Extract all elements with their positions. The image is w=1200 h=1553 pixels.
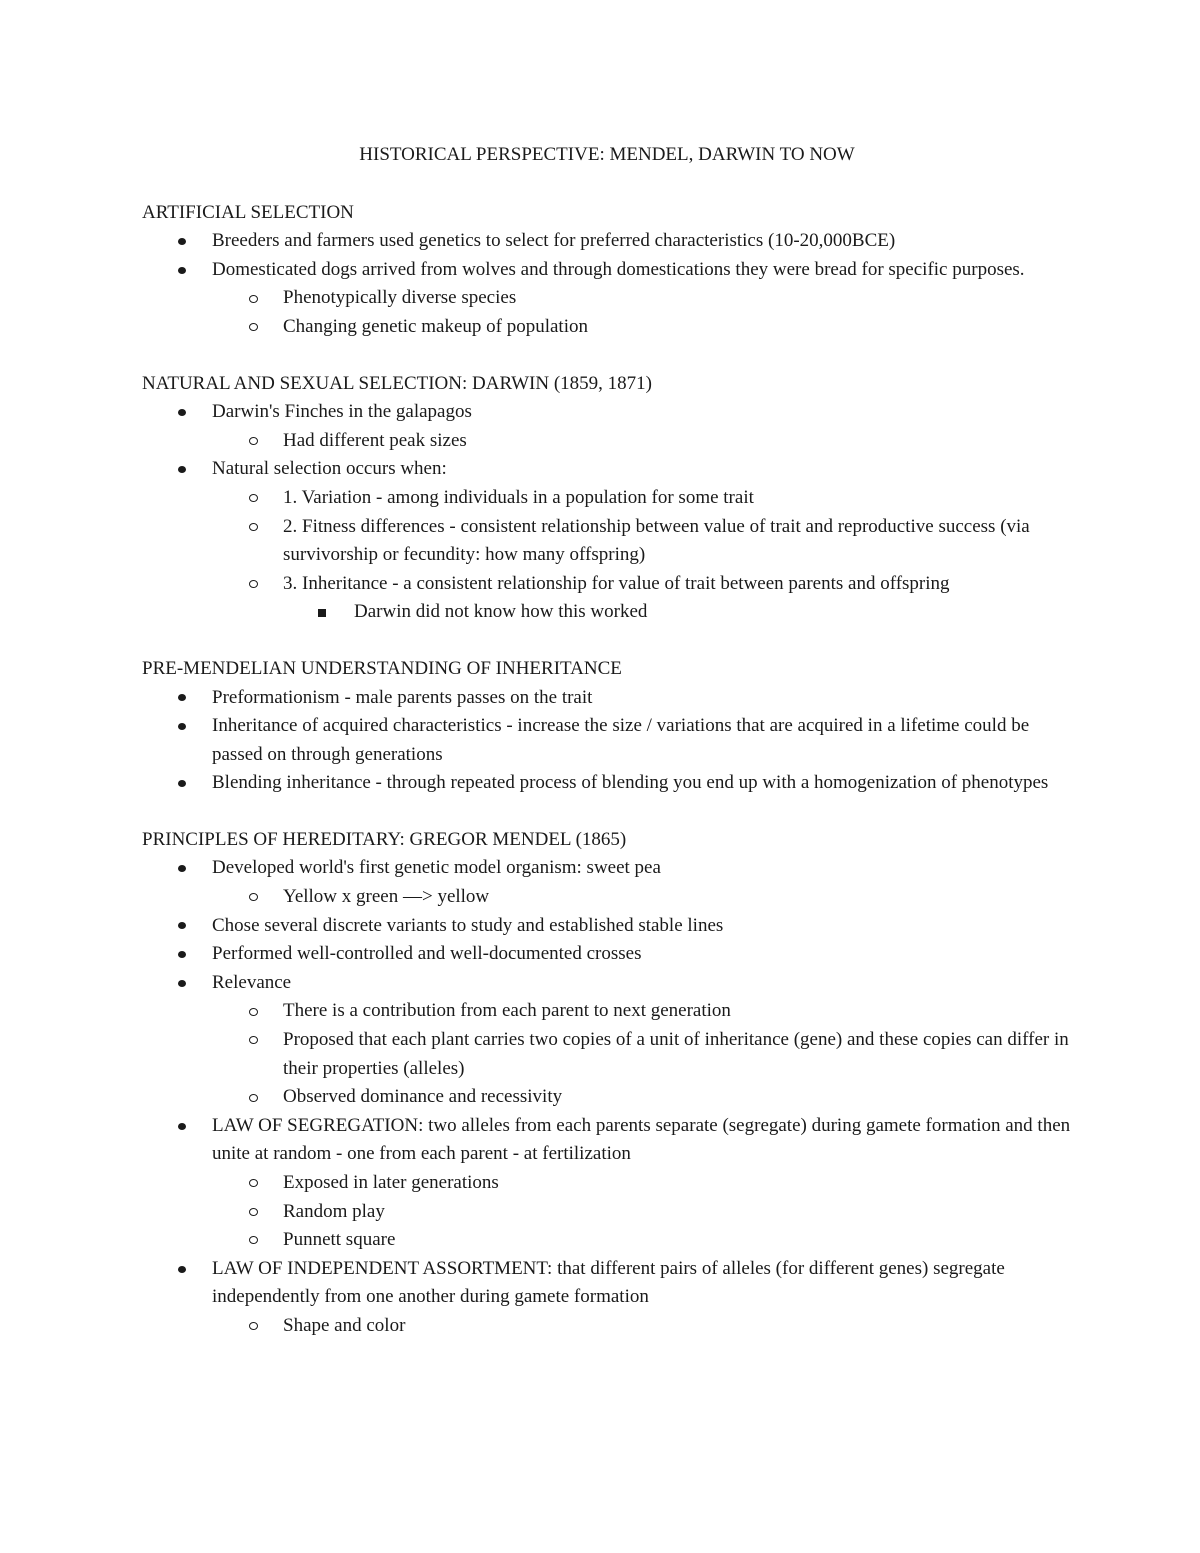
bullet-list — [142, 398, 1072, 627]
section-mendel-principles — [142, 826, 1072, 1341]
section-natural-selection — [142, 370, 1072, 627]
list-item-text: Proposed that each plant carries two copies of a unit of inheritance (gene) and these copies can differ in their properties (alleles) — [283, 1029, 1069, 1079]
hollow-bullet-icon — [249, 313, 258, 342]
hollow-bullet-icon — [249, 1169, 258, 1198]
list-item — [142, 313, 1072, 342]
hollow-bullet-icon — [249, 1312, 258, 1341]
list-item-text: 3. Inheritance - a consistent relationship for value of trait between parents and offspring — [283, 572, 950, 594]
list-item — [142, 598, 1072, 627]
list-item-text: Observed dominance and recessivity — [283, 1086, 563, 1108]
list-item-text: There is a contribution from each parent to next generation — [283, 1000, 731, 1022]
list-item — [142, 969, 1072, 998]
bullet-icon — [178, 227, 186, 256]
section-heading: PRINCIPLES OF HEREDITARY: GREGOR MENDEL (1865) — [142, 828, 627, 850]
list-item-text: Punnett square — [283, 1229, 396, 1251]
bullet-icon — [178, 398, 186, 427]
list-item — [142, 883, 1072, 912]
list-item — [142, 427, 1072, 456]
bullet-list — [142, 854, 1072, 1340]
list-item — [142, 769, 1072, 798]
list-item — [142, 1026, 1072, 1083]
list-item-text: Domesticated dogs arrived from wolves and through domestications they were bread for specific purposes. — [212, 258, 1025, 280]
list-item — [142, 1169, 1072, 1198]
hollow-bullet-icon — [249, 1083, 258, 1112]
list-item-text: Phenotypically diverse species — [283, 287, 517, 309]
section-artificial-selection — [142, 199, 1072, 342]
list-item — [142, 712, 1072, 769]
document-page — [142, 141, 1072, 1369]
list-item — [142, 1198, 1072, 1227]
document-title: HISTORICAL PERSPECTIVE: MENDEL, DARWIN TO NOW — [359, 144, 855, 165]
list-item — [142, 256, 1072, 285]
list-item-text: Preformationism - male parents passes on the trait — [212, 686, 593, 708]
bullet-icon — [178, 1112, 186, 1141]
section-heading: PRE-MENDELIAN UNDERSTANDING OF INHERITANCE — [142, 657, 622, 679]
list-item-text: Darwin's Finches in the galapagos — [212, 401, 472, 423]
list-item — [142, 284, 1072, 313]
bullet-icon — [178, 969, 186, 998]
list-item — [142, 912, 1072, 941]
list-item — [142, 455, 1072, 484]
list-item-text: Blending inheritance - through repeated process of blending you end up with a homogenization of phenotypes — [212, 772, 1049, 794]
hollow-bullet-icon — [249, 513, 258, 542]
list-item — [142, 684, 1072, 713]
bullet-icon — [178, 455, 186, 484]
list-item — [142, 513, 1072, 570]
list-item-text: Chose several discrete variants to study and established stable lines — [212, 914, 724, 936]
list-item-text: 1. Variation - among individuals in a population for some trait — [283, 486, 754, 508]
list-item — [142, 398, 1072, 427]
list-item-text: Changing genetic makeup of population — [283, 315, 588, 337]
hollow-bullet-icon — [249, 1026, 258, 1055]
bullet-icon — [178, 854, 186, 883]
bullet-icon — [178, 256, 186, 285]
bullet-icon — [178, 912, 186, 941]
list-item — [142, 1312, 1072, 1341]
list-item — [142, 940, 1072, 969]
list-item-text: Inheritance of acquired characteristics - increase the size / variations that are acquired in a lifetime could be passed on through generations — [212, 715, 1030, 765]
list-item-text: LAW OF INDEPENDENT ASSORTMENT: that different pairs of alleles (for different genes) segregate independently from one another during gamete formation — [212, 1257, 1005, 1308]
bullet-icon — [178, 769, 186, 798]
hollow-bullet-icon — [249, 427, 258, 456]
section-pre-mendelian — [142, 655, 1072, 798]
list-item — [142, 227, 1072, 256]
list-item-text: 2. Fitness differences - consistent relationship between value of trait and reproductive success (via survivorship or fecundity: how many offspring) — [283, 515, 1030, 566]
list-item — [142, 997, 1072, 1026]
list-item — [142, 854, 1072, 883]
section-heading: ARTIFICIAL SELECTION — [142, 201, 354, 223]
section-heading: NATURAL AND SEXUAL SELECTION: DARWIN (1859, 1871) — [142, 372, 652, 394]
bullet-icon — [178, 684, 186, 713]
list-item — [142, 484, 1072, 513]
list-item-text: LAW OF SEGREGATION: two alleles from each parents separate (segregate) during gamete formation and then unite at random - one from each parent - at fertilization — [212, 1114, 1071, 1165]
list-item-text: Developed world's first genetic model organism: sweet pea — [212, 857, 661, 879]
list-item-text: Had different peak sizes — [283, 429, 467, 451]
hollow-bullet-icon — [249, 1226, 258, 1255]
list-item-text: Natural selection occurs when: — [212, 458, 447, 480]
bullet-icon — [178, 1255, 186, 1284]
hollow-bullet-icon — [249, 484, 258, 513]
hollow-bullet-icon — [249, 1198, 258, 1227]
hollow-bullet-icon — [249, 570, 258, 599]
bullet-icon — [178, 940, 186, 969]
list-item — [142, 1255, 1072, 1312]
list-item-text: Relevance — [212, 971, 292, 993]
list-item-text: Breeders and farmers used genetics to select for preferred characteristics (10-20,000BCE) — [212, 230, 896, 252]
list-item — [142, 1083, 1072, 1112]
list-item-text: Random play — [283, 1200, 385, 1222]
bullet-list — [142, 684, 1072, 798]
list-item-text: Shape and color — [283, 1314, 406, 1336]
hollow-bullet-icon — [249, 997, 258, 1026]
list-item-text: Yellow x green —> yellow — [283, 886, 490, 908]
list-item — [142, 1226, 1072, 1255]
list-item-text: Exposed in later generations — [283, 1172, 499, 1193]
bullet-icon — [178, 712, 186, 741]
list-item — [142, 570, 1072, 599]
hollow-bullet-icon — [249, 883, 258, 912]
list-item-text: Performed well-controlled and well-documented crosses — [212, 943, 642, 965]
list-item — [142, 1112, 1072, 1169]
hollow-bullet-icon — [249, 284, 258, 313]
list-item-text: Darwin did not know how this worked — [354, 601, 648, 623]
bullet-list — [142, 227, 1072, 341]
square-bullet-icon — [318, 598, 326, 627]
